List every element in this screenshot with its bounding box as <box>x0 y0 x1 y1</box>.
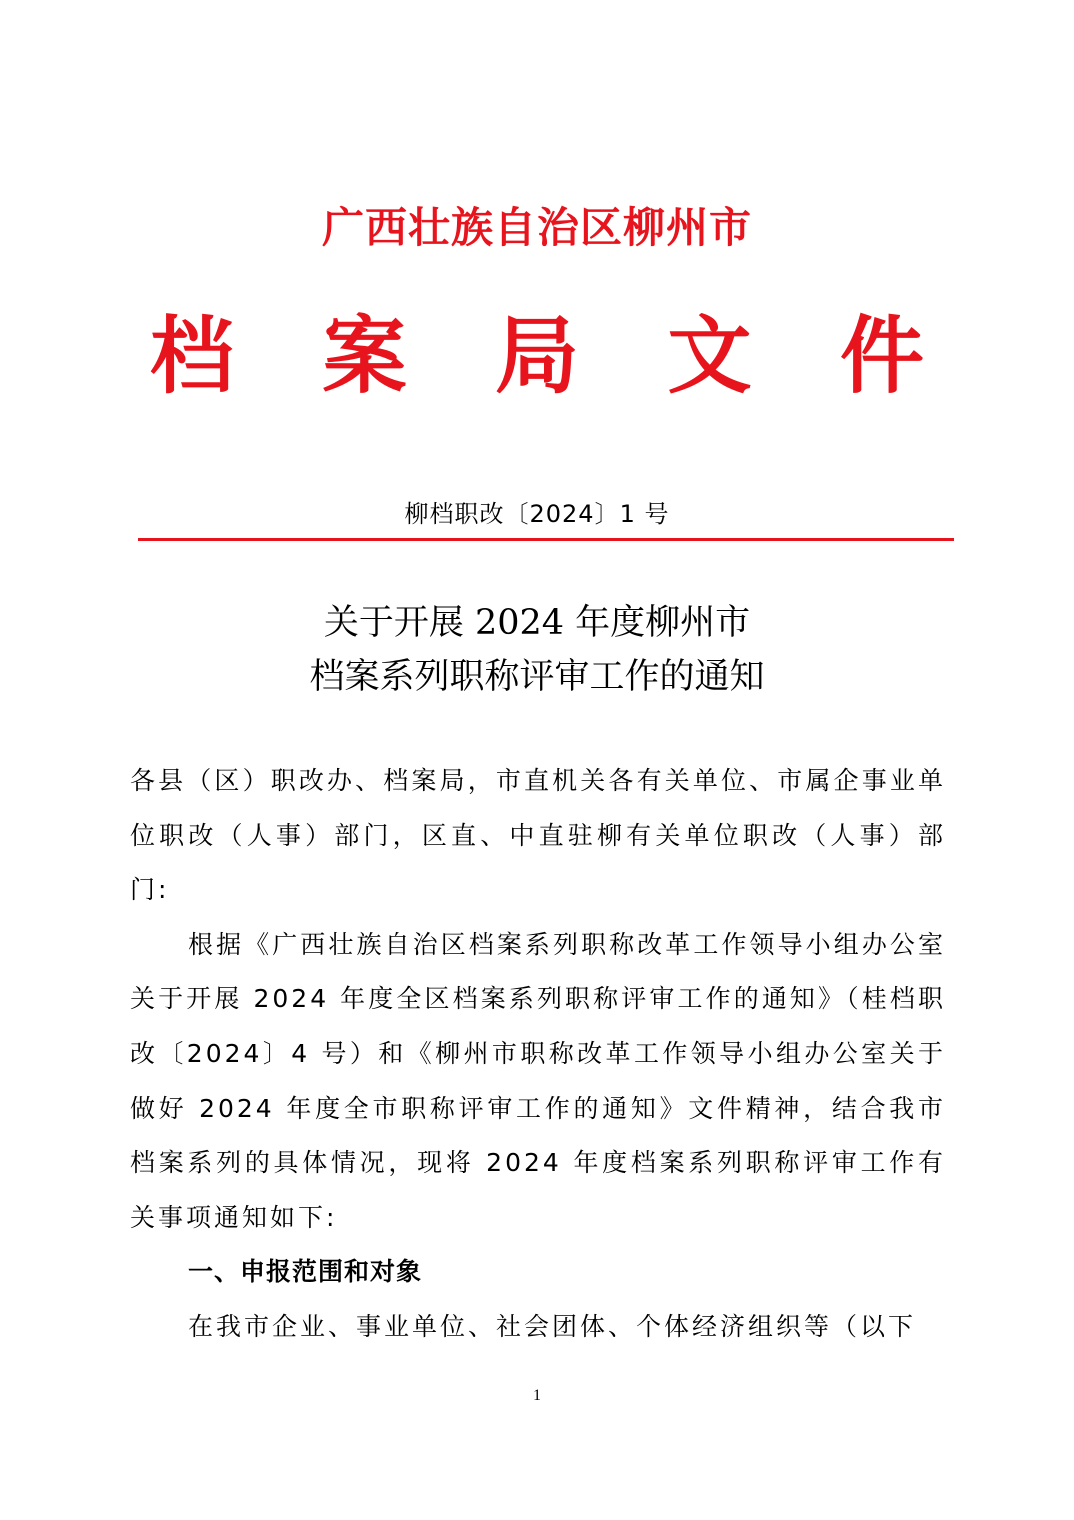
document-number: 柳档职改〔2024〕1 号 <box>404 500 670 528</box>
document-body <box>130 754 946 1355</box>
section-heading: 一、申报范围和对象 <box>188 1257 423 1287</box>
document-title <box>0 596 1074 704</box>
document-type-char: 局 <box>494 306 579 405</box>
document-type-char: 文 <box>667 306 752 405</box>
document-type-char: 档 <box>150 306 235 405</box>
salutation-paragraph: 各县（区）职改办、档案局，市直机关各有关单位、市属企事业单位职改（人事）部门，区直、中直驻柳有关单位职改（人事）部门: <box>130 766 946 905</box>
issuing-authority-line: 广西壮族自治区柳州市 <box>321 203 752 252</box>
document-title-line-2: 档案系列职称评审工作的通知 <box>309 657 765 697</box>
document-type-char: 案 <box>322 306 407 405</box>
page-number: 1 <box>533 1387 541 1404</box>
body-paragraph: 在我市企业、事业单位、社会团体、个体经济组织等（以下 <box>188 1311 917 1341</box>
document-type-char: 件 <box>839 306 924 405</box>
body-paragraph: 根据《广西壮族自治区档案系列职称改革工作领导小组办公室关于开展 2024 年度全区档案系列职称评审工作的通知》（桂档职改〔2024〕4 号）和《柳州市职称改革工作领导小组办公室关于做好 2024 年度全市职称评审工作的通知》文件精神，结合我市档案系列的具体情况，现将 2024 年度档案系列职称评审工作有关事项通知如下: <box>130 929 946 1232</box>
document-title-line-1: 关于开展 2024 年度柳州市 <box>323 603 751 643</box>
red-divider-line <box>138 538 954 541</box>
document-type-heading <box>150 306 924 406</box>
